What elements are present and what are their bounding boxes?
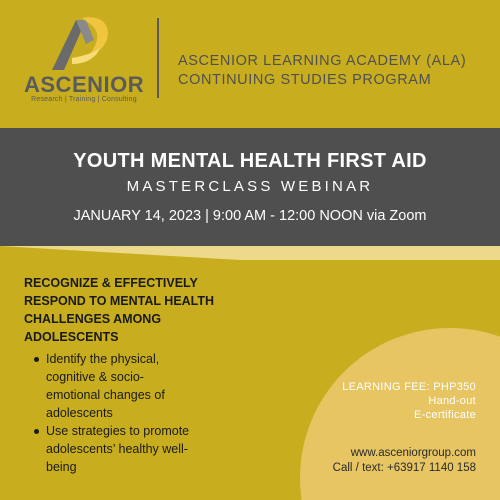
list-item-line: emotional changes of [46, 388, 165, 402]
objectives-heading [24, 274, 244, 346]
bullet-icon [34, 429, 39, 434]
header [0, 0, 500, 128]
phone-number: Call / text: +63917 1140 158 [332, 462, 476, 474]
logo-wordmark: ASCENIOR [24, 72, 145, 97]
org-line-2: CONTINUING STUDIES PROGRAM [178, 72, 432, 88]
objectives-list [32, 350, 232, 476]
header-divider [157, 18, 159, 98]
logo-mark-icon [46, 14, 116, 72]
list-item [32, 350, 232, 422]
heading-line: RESPOND TO MENTAL HEALTH [24, 294, 215, 308]
list-item [32, 422, 232, 476]
org-line-1: ASCENIOR LEARNING ACADEMY (ALA) [178, 53, 467, 69]
logo-tagline: Research | Training | Consulting [31, 96, 137, 103]
event-date: JANUARY 14, 2023 | 9:00 AM - 12:00 NOON via Zoom [73, 208, 427, 224]
organization-name [178, 52, 466, 90]
heading-line: RECOGNIZE & EFFECTIVELY [24, 276, 198, 290]
learning-fee: LEARNING FEE: PHP350 [342, 381, 476, 393]
fee-inclusion-certificate: E-certificate [414, 409, 476, 421]
website-link[interactable]: www.asceniorgroup.com [350, 447, 476, 459]
bullet-icon [34, 357, 39, 362]
event-title: YOUTH MENTAL HEALTH FIRST AID [73, 150, 427, 172]
event-subtitle: MASTERCLASS WEBINAR [126, 178, 374, 195]
fee-inclusion-handout: Hand-out [428, 395, 476, 407]
list-item-line: adolescents [46, 406, 113, 420]
list-item-line: adolescents’ healthy well- [46, 442, 188, 456]
contact-block [296, 446, 476, 476]
list-item-line: being [46, 460, 77, 474]
ascenior-logo [24, 14, 144, 104]
accent-stripe [0, 246, 500, 260]
list-item-line: Identify the physical, [46, 352, 160, 366]
heading-line: CHALLENGES AMONG [24, 312, 162, 326]
list-item-line: cognitive & socio- [46, 370, 144, 384]
list-item-line: Use strategies to promote [46, 424, 190, 438]
learning-fee-block [300, 380, 476, 422]
heading-line: ADOLESCENTS [24, 330, 119, 344]
